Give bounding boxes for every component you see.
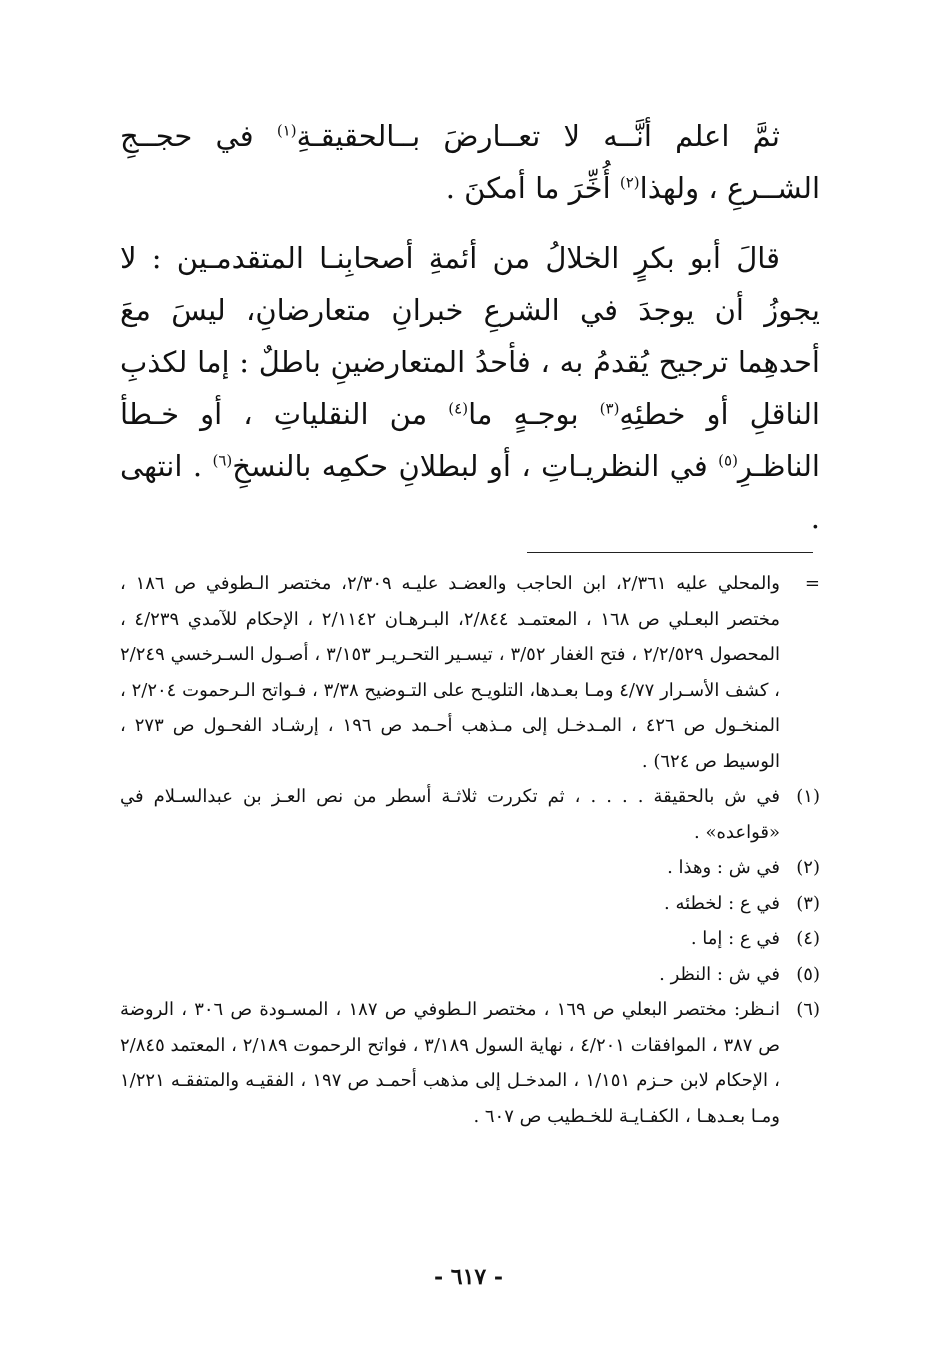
footnote-number: (٤): [796, 928, 820, 949]
text-run: بوجـهٍ ما: [468, 397, 600, 431]
text-run: قالَ أبو بكرٍ الخلالُ من أئمةِ أصحابِنـا المتقدمـين : لا يجوزُ أن يوجدَ في الشرعِ خبرانِ متعارضانِ، ليسَ معَ أحدهِما ترجيح يُقدمُ به ، فأحدُ المتعارضينِ باطلٌ : إما لكذبِ الناقلِ أو خطئِهِ: [120, 241, 820, 431]
page-number: - ٦١٧ -: [433, 1264, 504, 1290]
footnote-number: (٥): [796, 963, 820, 985]
footnote-text: في ع : إما .: [690, 928, 780, 949]
footnote-number: (٢): [796, 857, 820, 878]
footnote-text: والمحلي عليه ٢/٣٦١، ابن الحاجب والعضـد عليـه ٢/٣٠٩، مختصر الـطوفي ص ١٨٦ ، مختصر البعـلي ص ١٦٨ ، المعتمـد ٢/٨٤٤، البـرهـان ٢/١١٤٢ ، الإحكام للآمدي ٤/٢٣٩ ، المحصول ٢/٢/٥٢٩ ، فتح الغفار ٣/٥٢ ، تيسـير التحـريـر ٣/١٥٣ ، أصـول السـرخسي ٢/٢٤٩ ، كشف الأسـرار ٤/٧٧ ومـا بعـدها، التلويـح على التـوضيح ٣/٣٨ ، فـواتح الـرحموت ٢/٢٠٤ ، المنخـول ص ٤٢٦ ، المـدخـل إلى مـذهب أحـمد ص ١٩٦ ، إرشـاد الفحـول ص ٢٧٣ ، الوسيط ص ٦٢٤) .: [120, 573, 781, 772]
footnote-number: (٣): [796, 892, 820, 914]
footnote-number: (٦): [796, 999, 820, 1020]
text-run: أُخِّرَ ما أمكنَ .: [445, 171, 620, 205]
footnote: [120, 850, 820, 886]
text-run: في النظريـاتِ ، أو لبطلانِ حكمِه بالنسخِ: [232, 449, 719, 483]
footnote-ref: (٥): [718, 451, 738, 470]
footnote: [120, 992, 820, 1134]
footnote-ref: (٢): [619, 173, 640, 192]
footnote-ref: (٦): [212, 451, 233, 470]
footnote-ref: (٣): [599, 399, 620, 418]
text-run: . انتهى .: [120, 449, 820, 535]
footnote: [120, 957, 820, 993]
footnote-text: انـظر: مختصر البعلي ص ١٦٩ ، مختصر الـطوفي ص ١٨٧ ، المسـودة ص ٣٠٦ ، الروضة ص ٣٨٧ ، الموافقات ٤/٢٠١ ، نهاية السول ٣/١٨٩ ، فواتح الرحموت ٢/١٨٩ ، المعتمد ٢/٨٤٥ ، الإحكام لابن حـزم ١/١٥١ ، المدخـل إلى مذهب أحمـد ص ١٩٧ ، الفقيـه والمتفقـه ١/٢٢١ ومـا بعـدهـا ، الكفـايـة للخـطيب ص ٦٠٧ .: [120, 999, 781, 1127]
footnote: [120, 886, 820, 922]
footnote-number: =: [804, 573, 820, 594]
footnote-separator: [527, 552, 813, 553]
text-run: في حجــجِ الشــرعِ ، ولهذا: [120, 119, 820, 205]
footnote-ref: (٤): [448, 399, 469, 418]
paragraph: [120, 232, 820, 544]
paragraph: [120, 110, 820, 214]
footnote: [120, 566, 820, 779]
footnote-number: (١): [796, 786, 820, 807]
footnote-text: في ع : لخطئه .: [664, 892, 780, 914]
footnote: [120, 779, 820, 850]
footnote-text: في ش بالحقيقة . . . . ، ثم تكررت ثلاثـة أسطر من نص العـز بن عبدالسـلام في «قواعده» .: [120, 786, 780, 843]
footnote: [120, 921, 820, 957]
footnote-text: في ش : النظر .: [659, 963, 780, 985]
text-run: من النقلياتِ ، أو خـطأ الناظـرِ: [120, 397, 820, 483]
footnote-ref: (١): [276, 121, 297, 140]
footnote-text: في ش : وهذا .: [667, 857, 780, 878]
text-run: ثمَّ اعلم أنَّــه لا تعــارضَ بــالحقيقـةِ: [296, 119, 780, 153]
footnotes: [120, 566, 820, 1134]
main-text: [120, 110, 820, 562]
